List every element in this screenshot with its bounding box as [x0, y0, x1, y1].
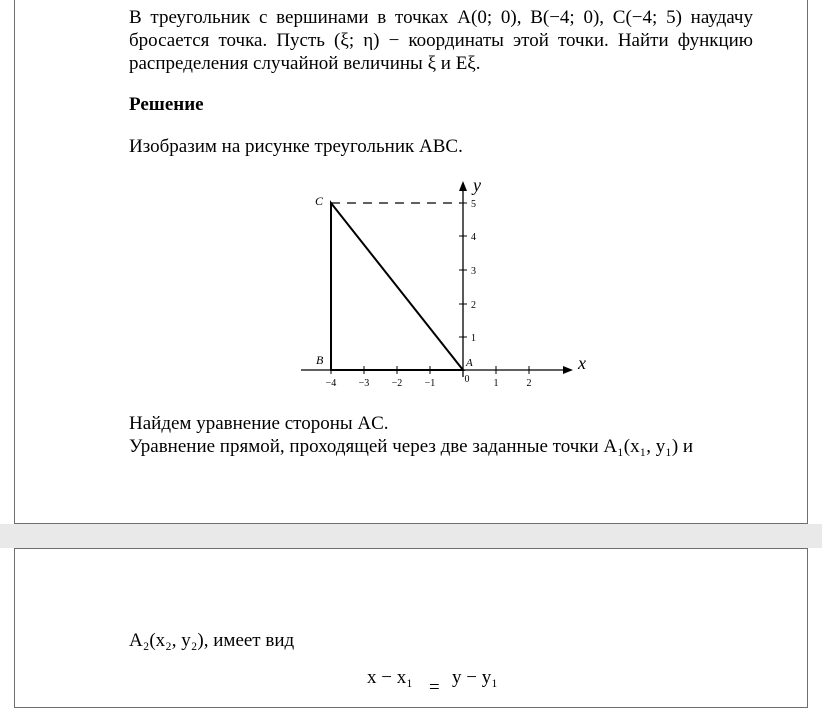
x-tick-label: −4 — [325, 378, 337, 389]
vertex-b-label: B — [316, 353, 324, 367]
x-tick-label: 0 — [464, 374, 470, 385]
equals-sign: = — [429, 677, 440, 698]
draw-sentence: Изобразим на рисунке треугольник ABC. — [129, 136, 463, 157]
line-sentence: Уравнение прямой, проходящей через две заданные точки A₁(x₁, y₁) и — [129, 436, 694, 457]
x-axis-arrow-icon — [563, 366, 573, 374]
y-axis-arrow-icon — [459, 181, 467, 191]
equation-sentence: Найдем уравнение стороны AC. — [129, 413, 389, 434]
x-axis-label: x — [578, 353, 586, 373]
triangle-figure — [295, 177, 605, 392]
x-tick-label: −3 — [358, 378, 370, 389]
problem-line-1: В треугольник с вершинами в точках A(0; 0), B(−4; 0), C(−4; 5) наудачу — [129, 7, 753, 28]
x-tick-label: −2 — [391, 378, 403, 389]
y-tick-label: 3 — [471, 266, 476, 277]
x-tick-label: 1 — [493, 378, 499, 389]
y-axis-label: y — [473, 175, 481, 195]
y-tick-label: 5 — [471, 199, 476, 210]
y-tick-label: 2 — [471, 300, 476, 311]
vertex-c-label: C — [315, 194, 324, 208]
page-gap — [0, 524, 822, 548]
document-page-1 — [14, 0, 808, 524]
triangle-abc — [331, 203, 463, 370]
fraction-left-numerator: x − x₁ — [367, 667, 413, 688]
y-tick-label: 4 — [471, 232, 476, 243]
y-tick-label: 1 — [471, 333, 476, 344]
document-page-2 — [14, 548, 808, 708]
fraction-right-numerator: y − y₁ — [452, 667, 498, 688]
page2-continuation: A₂(x₂, y₂), имеет вид — [129, 630, 295, 651]
x-tick-label: 2 — [526, 378, 532, 389]
problem-line-3: распределения случайной величины ξ и Eξ. — [129, 53, 481, 74]
vertex-a-label: A — [466, 357, 473, 369]
x-tick-label: −1 — [424, 378, 436, 389]
problem-line-2: бросается точка. Пусть (ξ; η) − координаты этой точки. Найти функцию — [129, 30, 753, 51]
solution-heading: Решение — [129, 94, 204, 115]
